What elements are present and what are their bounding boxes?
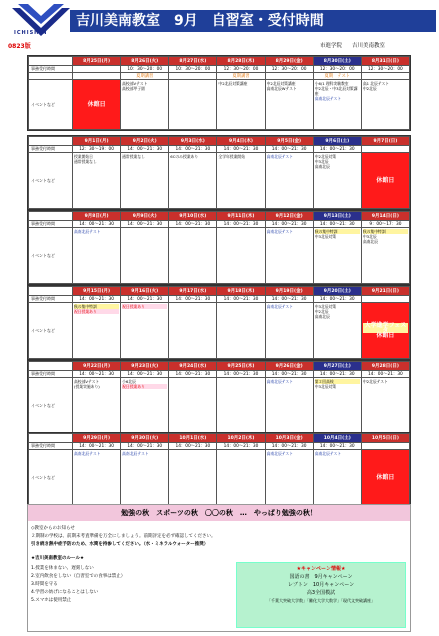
- date-cell: 9月13日(土): [313, 212, 361, 221]
- row-label: 事務受付時間: [29, 221, 73, 228]
- event-cell: [313, 378, 361, 434]
- date-cell: 9月1日(月): [73, 137, 121, 146]
- event-cell: [361, 153, 409, 209]
- event-item: 全学年授業開始: [218, 154, 245, 159]
- event-item: 高校部Vテスト: [122, 81, 148, 86]
- event-item: 高南北辰テスト: [266, 304, 293, 309]
- event-cell: [217, 80, 265, 130]
- date-cell: 9月28日(日): [361, 362, 409, 371]
- hours-cell: 14：00～21：30: [217, 371, 265, 378]
- event-item: 第２回高検: [315, 379, 360, 384]
- hours-cell: 12：30～20：00: [265, 66, 313, 73]
- hours-cell: 10：30～20：00: [121, 66, 169, 73]
- sub-cell: [265, 73, 313, 80]
- event-cell: [217, 228, 265, 284]
- rule-item: 4.学習の妨げになることはしない: [31, 590, 99, 595]
- hours-row: [29, 296, 410, 303]
- event-item: 秋の集中特訓: [315, 229, 360, 234]
- week-block: [27, 135, 411, 210]
- hours-cell: 14：00～21：30: [73, 371, 121, 378]
- event-item: 中2北辰テスト: [362, 379, 388, 384]
- hours-cell: 14：00～21：30: [217, 221, 265, 228]
- sub-row: [29, 73, 410, 80]
- campaign-heading: ★キャンペーン情報★: [296, 566, 346, 572]
- date-cell: 9月12日(金): [265, 212, 313, 221]
- date-cell: 9月17日(水): [169, 287, 217, 296]
- event-item: (授業実施あり): [74, 384, 100, 389]
- hours-row: [29, 146, 410, 153]
- event-item: 中2北辰: [314, 309, 329, 314]
- event-cell: [217, 153, 265, 209]
- hours-cell: 14：00～21：30: [313, 146, 361, 153]
- campaign-line: 高3全国模試: [306, 590, 336, 596]
- school-name: 吉川美南教室: [352, 43, 386, 49]
- event-item: 中3北辰対策: [314, 384, 337, 389]
- event-item: 中3北辰: [314, 159, 329, 164]
- row-label: イベントなど: [29, 153, 73, 209]
- events-row: [29, 378, 410, 434]
- corner-cell: [29, 212, 73, 221]
- date-cell: 8月25日(月): [73, 57, 121, 66]
- event-cell: [73, 378, 121, 434]
- hours-cell: 14：00～21：30: [265, 443, 313, 450]
- slogan: 勉強の秋 スポーツの秋 〇〇の秋 … やっぱり勉強の秋！: [28, 505, 410, 521]
- hours-cell: 14：00～21：30: [265, 296, 313, 303]
- week-table: [28, 433, 410, 506]
- event-item: 秋の集中特訓: [74, 304, 119, 309]
- event-cell: [73, 303, 121, 359]
- events-row: [29, 450, 410, 506]
- hours-cell: 14：00～21：30: [121, 221, 169, 228]
- hours-cell: 14：00～21：30: [169, 146, 217, 153]
- event-item: 休館日: [376, 332, 395, 339]
- date-cell: 9月10日(水): [169, 212, 217, 221]
- date-row: [29, 212, 410, 221]
- event-item: 高南北辰: [314, 164, 330, 169]
- hours-cell: 14：00～21：30: [121, 371, 169, 378]
- row-label: イベントなど: [29, 378, 73, 434]
- event-cell: [121, 80, 169, 130]
- event-cell: [73, 153, 121, 209]
- campaign-line: レブトン 10月キャンペーン: [287, 582, 355, 588]
- date-cell: 9月25日(木): [217, 362, 265, 371]
- hours-cell: 14：00～21：30: [217, 296, 265, 303]
- hours-cell: [73, 66, 121, 73]
- school-names: [310, 41, 385, 49]
- date-cell: 9月22日(月): [73, 362, 121, 371]
- corner-cell: [29, 362, 73, 371]
- event-cell: [313, 303, 361, 359]
- hours-cell: 14：00～21：30: [121, 443, 169, 450]
- event-cell: [217, 303, 265, 359]
- event-cell: [169, 450, 217, 506]
- event-item: 高南北辰テスト: [74, 451, 101, 456]
- campaign-box: [236, 562, 406, 628]
- hours-cell: 14：00～21：30: [217, 443, 265, 450]
- rule-item: 5.スマホは使用禁止: [31, 598, 72, 603]
- events-row: [29, 80, 410, 130]
- rule-item: 2.室内飲食をしない（自習室での食事は禁止）: [31, 574, 126, 579]
- hours-cell: 14：00～21：30: [265, 371, 313, 378]
- event-cell: [361, 303, 409, 359]
- events-row: [29, 228, 410, 284]
- event-item: 中2北辰対策講座: [266, 81, 296, 86]
- event-item: 通常授業なし: [74, 159, 97, 164]
- event-item: 中3北辰対策: [314, 304, 337, 309]
- event-cell: [361, 450, 409, 506]
- event-cell: [313, 450, 361, 506]
- week-block: [27, 432, 411, 507]
- date-cell: 10月4日(土): [313, 434, 361, 443]
- week-table: [28, 361, 410, 434]
- event-cell: [73, 450, 121, 506]
- event-item: 高南北辰テスト: [314, 451, 342, 456]
- row-label: イベントなど: [29, 228, 73, 284]
- date-cell: 10月1日(水): [169, 434, 217, 443]
- date-cell: 9月9日(火): [121, 212, 169, 221]
- sub-cell: [361, 73, 409, 80]
- hours-cell: 14：00～21：30: [313, 371, 361, 378]
- row-label: 事務受付時間: [29, 443, 73, 450]
- hours-cell: 12：30～19：00: [73, 146, 121, 153]
- event-cell: [313, 80, 361, 130]
- event-item: 祝日授業あり: [74, 309, 119, 314]
- sub-cell: 夏期講習: [217, 73, 265, 80]
- week-table: [28, 56, 410, 130]
- rules-heading: ★吉川美南教室のルール★: [31, 556, 84, 561]
- date-cell: 9月18日(木): [217, 287, 265, 296]
- event-item: 高南北辰: [314, 314, 330, 319]
- date-cell: 9月8日(月): [73, 212, 121, 221]
- row-label: 事務受付時間: [29, 146, 73, 153]
- event-cell: [361, 378, 409, 434]
- date-cell: 9月16日(火): [121, 287, 169, 296]
- campaign-line: 「千葉大突破大学数」「難化大学大数学」「現代文突破講座」: [267, 598, 375, 603]
- date-cell: 9月20日(土): [313, 287, 361, 296]
- date-row: [29, 362, 410, 371]
- event-cell: [169, 378, 217, 434]
- hours-cell: 12：30～20：00: [313, 66, 361, 73]
- hours-cell: 14：00～21：30: [169, 371, 217, 378]
- version-label: 0823版: [8, 43, 31, 50]
- hours-cell: 14：00～21：30: [217, 146, 265, 153]
- logo-text: ICHISHIN: [14, 30, 48, 36]
- event-cell: [121, 303, 169, 359]
- event-cell: [265, 303, 313, 359]
- page-title: 吉川美南教室 9月 自習室・受付時間: [70, 10, 436, 32]
- date-cell: 9月11日(木): [217, 212, 265, 221]
- event-item: 中3北辰対策: [314, 234, 337, 239]
- row-label: [29, 73, 73, 80]
- date-row: [29, 57, 410, 66]
- event-cell: [121, 450, 169, 506]
- event-cell: [265, 153, 313, 209]
- hours-cell: 12：30～20：00: [217, 66, 265, 73]
- row-label: 事務受付時間: [29, 296, 73, 303]
- week-table: [28, 211, 410, 284]
- date-cell: 9月19日(金): [265, 287, 313, 296]
- hours-cell: [361, 296, 409, 303]
- event-item: 祝日授業あり: [122, 304, 167, 309]
- notice-line: ２期制の学校は、前期末考査準備を万全にしましょう。前期評定を必ず確認してください。: [31, 534, 216, 539]
- event-item: 高南北辰: [362, 239, 379, 244]
- week-block: [27, 360, 411, 435]
- sub-cell: 夏期講習: [121, 73, 169, 80]
- event-cell: [217, 378, 265, 434]
- date-cell: 9月24日(水): [169, 362, 217, 371]
- event-item: 高南北辰テスト: [266, 451, 293, 456]
- event-item: 高校部Vテスト: [74, 379, 100, 384]
- rule-item: 1.授業を休まない、遅刻しない: [31, 566, 94, 571]
- event-item: 高1 北辰テスト: [362, 81, 390, 86]
- hours-cell: 14：00～21：30: [73, 296, 121, 303]
- corner-cell: [29, 57, 73, 66]
- hours-cell: 14：00～21：30: [169, 443, 217, 450]
- event-item: 中2北辰・中3北辰対策講座: [314, 86, 358, 96]
- date-cell: 9月7日(日): [361, 137, 409, 146]
- sub-cell: [73, 73, 121, 80]
- event-item: 小6/1 理科実験教室: [314, 81, 349, 86]
- hours-cell: 14：00～21：30: [169, 221, 217, 228]
- date-cell: 9月5日(金): [265, 137, 313, 146]
- event-cell: [265, 80, 313, 130]
- date-cell: 8月27日(水): [169, 57, 217, 66]
- hours-cell: 14：00～21：30: [313, 443, 361, 450]
- date-cell: 9月2日(火): [121, 137, 169, 146]
- event-item: 休館日: [376, 177, 395, 184]
- date-cell: 10月5日(日): [361, 434, 409, 443]
- date-row: [29, 137, 410, 146]
- event-item: 高南北辰Wテスト: [266, 86, 297, 91]
- event-item: 通常授業なし: [122, 154, 145, 159]
- hours-row: [29, 371, 410, 378]
- date-cell: 9月27日(土): [313, 362, 361, 371]
- header: [0, 0, 439, 38]
- corner-cell: [29, 434, 73, 443]
- event-cell: [73, 228, 121, 284]
- date-cell: 9月14日(日): [361, 212, 409, 221]
- event-item: 高南北辰テスト: [74, 229, 101, 234]
- event-cell: [169, 303, 217, 359]
- row-label: イベントなど: [29, 450, 73, 506]
- row-label: イベントなど: [29, 303, 73, 359]
- date-cell: 9月29日(月): [73, 434, 121, 443]
- date-cell: 10月3日(金): [265, 434, 313, 443]
- corner-cell: [29, 287, 73, 296]
- row-label: イベントなど: [29, 80, 73, 130]
- date-cell: 9月26日(金): [265, 362, 313, 371]
- hours-cell: 12：30～20：00: [361, 66, 409, 73]
- date-cell: 9月21日(日): [361, 287, 409, 296]
- hours-row: [29, 66, 410, 73]
- notice-line-warning: 引き続き熱中症予防のため、水筒を持参してください。（水・ミネラルウォーター推奨）: [31, 542, 209, 547]
- event-item: 秋の集中特訓: [363, 229, 408, 234]
- hours-cell: 14：00～21：30: [265, 146, 313, 153]
- hours-cell: 14：00～21：30: [313, 221, 361, 228]
- event-item: 休館日: [376, 474, 395, 481]
- date-row: [29, 287, 410, 296]
- event-cell: [121, 378, 169, 434]
- event-cell: [313, 153, 361, 209]
- date-cell: 8月29日(金): [265, 57, 313, 66]
- corner-cell: [29, 137, 73, 146]
- event-item: 6Cのみ授業あり: [170, 154, 199, 159]
- week-block: [27, 55, 411, 131]
- event-cell: [169, 228, 217, 284]
- hours-cell: [361, 443, 409, 450]
- date-cell: 9月30日(火): [121, 434, 169, 443]
- event-cell: [265, 450, 313, 506]
- hours-cell: 14：00～21：30: [73, 443, 121, 450]
- date-cell: 9月23日(火): [121, 362, 169, 371]
- date-cell: 8月31日(日): [361, 57, 409, 66]
- event-cell: [169, 80, 217, 130]
- date-cell: 9月6日(土): [313, 137, 361, 146]
- hours-cell: 14：00～21：30: [73, 221, 121, 228]
- week-table: [28, 136, 410, 209]
- sub-cell: 夏期 テスト: [313, 73, 361, 80]
- events-row: [29, 303, 410, 359]
- event-item: 高南北辰テスト: [122, 451, 149, 456]
- date-cell: 9月4日(木): [217, 137, 265, 146]
- rule-item: 3.時間を守る: [31, 582, 58, 587]
- event-cell: [313, 228, 361, 284]
- event-item: 小6北辰: [122, 379, 136, 384]
- hours-cell: 10：30～20：00: [169, 66, 217, 73]
- event-item: 高校部甲子園: [122, 86, 145, 91]
- hours-cell: 9：00～17：30: [361, 221, 409, 228]
- event-item: 大学進学フェスタ: [364, 322, 407, 334]
- row-label: 事務受付時間: [29, 66, 73, 73]
- event-item: 高南北辰テスト: [314, 96, 342, 101]
- hours-cell: 14：00～21：30: [313, 296, 361, 303]
- date-cell: 9月3日(水): [169, 137, 217, 146]
- event-item: 高南北辰テスト: [266, 154, 293, 159]
- sub-cell: [169, 73, 217, 80]
- event-item: 中3北辰: [362, 234, 377, 239]
- event-cell: [121, 228, 169, 284]
- event-item: 休館日: [87, 101, 106, 108]
- event-cell: [361, 228, 409, 284]
- event-item: 祝日授業あり: [122, 384, 167, 389]
- hours-cell: 14：00～21：30: [361, 371, 409, 378]
- notice-heading: ◇教室からのお知らせ: [31, 526, 75, 531]
- hours-row: [29, 221, 410, 228]
- row-label: 事務受付時間: [29, 371, 73, 378]
- school-name: 市進学院: [320, 43, 343, 49]
- event-cell: [73, 80, 121, 130]
- event-item: 中2北辰対策講座: [218, 81, 248, 86]
- hours-cell: 14：00～21：30: [169, 296, 217, 303]
- event-cell: [121, 153, 169, 209]
- event-item: 高南北辰テスト: [266, 379, 293, 384]
- date-cell: 8月26日(火): [121, 57, 169, 66]
- events-row: [29, 153, 410, 209]
- date-cell: 9月15日(月): [73, 287, 121, 296]
- event-item: 中2北辰対策: [314, 154, 337, 159]
- event-cell: [169, 153, 217, 209]
- hours-cell: 14：00～21：30: [121, 146, 169, 153]
- event-cell: [217, 450, 265, 506]
- hours-cell: 14：00～21：30: [265, 221, 313, 228]
- event-cell: [361, 80, 409, 130]
- event-item: 高南北辰テスト: [266, 229, 293, 234]
- event-cell: [265, 228, 313, 284]
- week-block: [27, 210, 411, 285]
- event-item: 授業開始日: [74, 154, 93, 159]
- week-table: [28, 286, 410, 359]
- date-cell: 8月30日(土): [313, 57, 361, 66]
- hours-cell: [361, 146, 409, 153]
- event-cell: [265, 378, 313, 434]
- date-cell: 10月2日(木): [217, 434, 265, 443]
- hours-cell: 14：00～21：30: [121, 296, 169, 303]
- week-block: [27, 285, 411, 360]
- event-item: 中2北辰: [362, 86, 377, 91]
- date-cell: 8月28日(木): [217, 57, 265, 66]
- campaign-line: 国語の書 9月キャンペーン: [289, 574, 353, 580]
- date-row: [29, 434, 410, 443]
- hours-row: [29, 443, 410, 450]
